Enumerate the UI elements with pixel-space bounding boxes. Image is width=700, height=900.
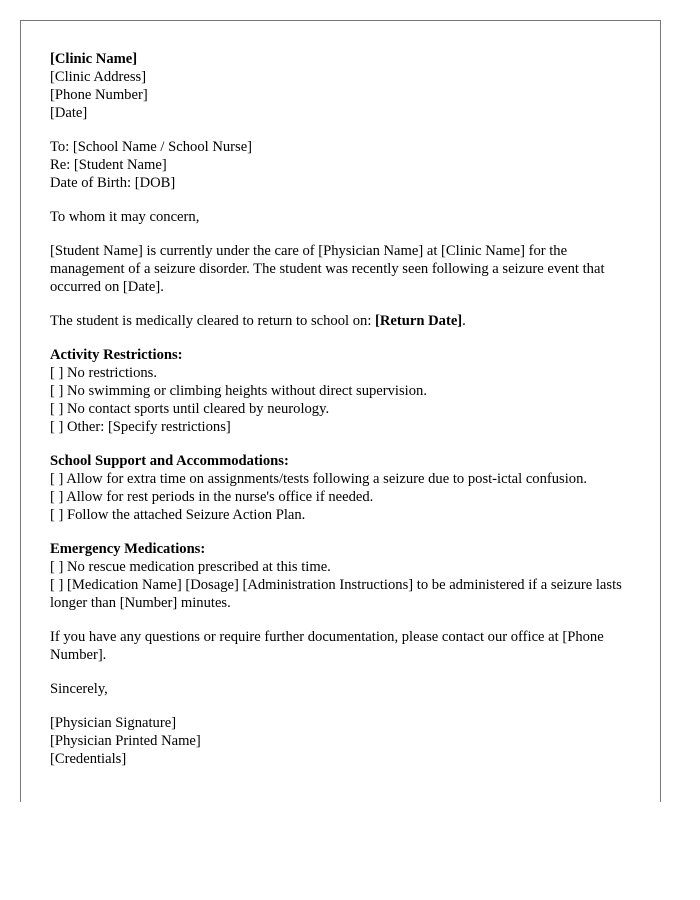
support-item: [ ] Follow the attached Seizure Action Plan. (50, 507, 306, 523)
restriction-item: [ ] No contact sports until cleared by neurology. (50, 401, 330, 417)
letter-page (20, 20, 661, 802)
activity-restrictions-heading: Activity Restrictions: (50, 347, 183, 363)
clearance-paragraph (50, 312, 640, 330)
closing: Sincerely, (50, 681, 108, 697)
restriction-item: [ ] No swimming or climbing heights without direct supervision. (50, 383, 427, 399)
care-paragraph: [Student Name] is currently under the care of [Physician Name] at [Clinic Name] for the management of a seizure disorder. The student was recently seen following a seizure event that occurred on [Date]. (50, 243, 605, 295)
support-item: [ ] Allow for rest periods in the nurse's office if needed. (50, 489, 374, 505)
physician-printed-name: [Physician Printed Name] (50, 733, 201, 749)
signature-block (50, 714, 640, 768)
emergency-medications-heading: Emergency Medications: (50, 541, 206, 557)
recipient-block (50, 138, 640, 192)
support-item: [ ] Allow for extra time on assignments/tests following a seizure due to post-ictal confusion. (50, 471, 588, 487)
medication-item: [ ] [Medication Name] [Dosage] [Administration Instructions] to be administered if a seizure lasts longer than [Number] minutes. (50, 577, 622, 611)
clearance-suffix: . (462, 313, 466, 329)
activity-restrictions-section (50, 346, 640, 436)
restriction-item: [ ] Other: [Specify restrictions] (50, 419, 231, 435)
clinic-address: [Clinic Address] (50, 69, 147, 85)
clearance-prefix: The student is medically cleared to return to school on: (50, 313, 376, 329)
recipient-re: Re: [Student Name] (50, 157, 167, 173)
letter-content (50, 50, 640, 784)
recipient-dob: Date of Birth: [DOB] (50, 175, 176, 191)
medication-item: [ ] No rescue medication prescribed at this time. (50, 559, 331, 575)
school-support-heading: School Support and Accommodations: (50, 453, 289, 469)
contact-paragraph: If you have any questions or require further documentation, please contact our office at [Phone Number]. (50, 629, 604, 663)
clinic-header-block (50, 50, 640, 122)
school-support-section (50, 452, 640, 524)
clinic-name: [Clinic Name] (50, 51, 138, 67)
clinic-phone: [Phone Number] (50, 87, 148, 103)
emergency-medications-section (50, 540, 640, 612)
salutation: To whom it may concern, (50, 209, 200, 225)
recipient-to: To: [School Name / School Nurse] (50, 139, 253, 155)
physician-signature: [Physician Signature] (50, 715, 177, 731)
return-date: [Return Date] (375, 313, 463, 329)
restriction-item: [ ] No restrictions. (50, 365, 157, 381)
physician-credentials: [Credentials] (50, 751, 127, 767)
letter-date: [Date] (50, 105, 88, 121)
